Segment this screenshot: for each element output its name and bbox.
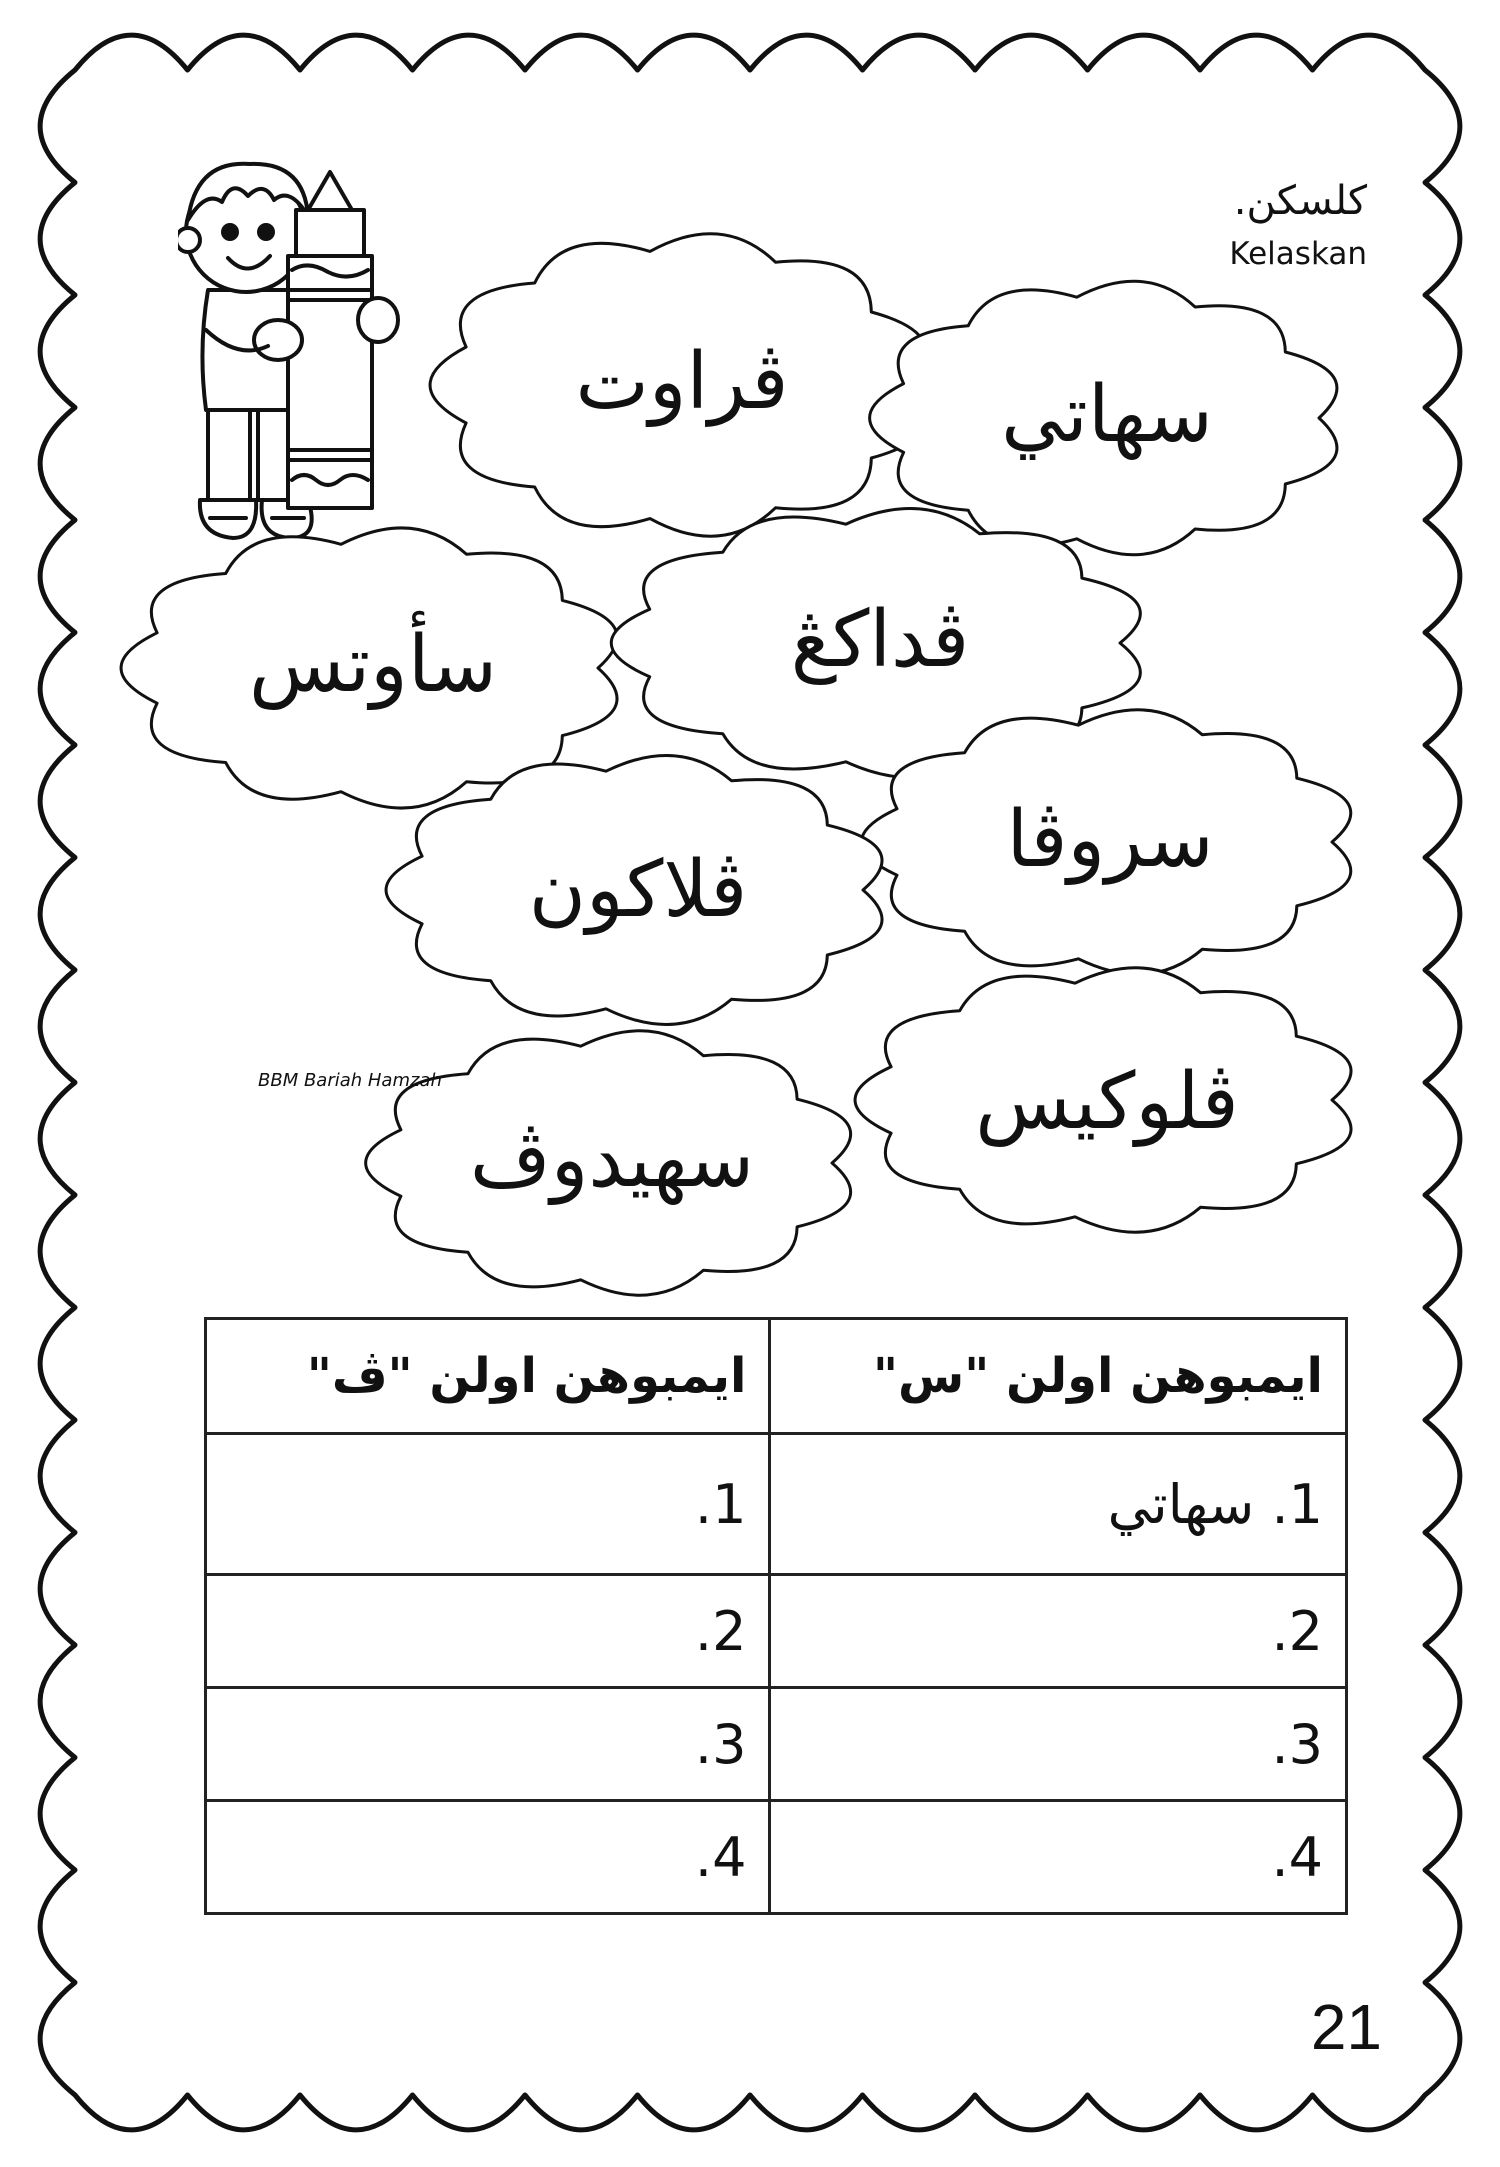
answer-cell[interactable]: 3. (770, 1688, 1347, 1801)
column-header: ايمبوهن اولن "س" (770, 1319, 1347, 1434)
instruction-rumi: Kelaskan (1229, 236, 1367, 272)
cloud-word: ڤداكڠ (790, 595, 970, 685)
table-row (206, 1801, 1347, 1914)
answer-cell[interactable]: 4. (770, 1801, 1347, 1914)
cloud-word: سهاتي (1001, 370, 1213, 460)
cloud-word: سهيدوڤ (469, 1115, 755, 1205)
sorting-table (204, 1317, 1348, 1915)
answer-cell[interactable]: 3. (206, 1688, 770, 1801)
cloud-word: ڤلوكيس (975, 1057, 1239, 1147)
answer-cell[interactable]: 2. (770, 1575, 1347, 1688)
table-row (206, 1575, 1347, 1688)
column-header: ايمبوهن اولن "ڤ" (206, 1319, 770, 1434)
table-header-row (206, 1319, 1347, 1434)
cloud-word: سروڤا (1006, 795, 1214, 885)
credit-text: BBM Bariah Hamzah (258, 1070, 442, 1091)
answer-cell[interactable]: 1. (206, 1434, 770, 1575)
cloud-word: ڤراوت (575, 337, 789, 427)
instruction-jawi: كلسكن. (1233, 178, 1367, 224)
answer-cell[interactable]: 2. (206, 1575, 770, 1688)
answer-cell[interactable]: 4. (206, 1801, 770, 1914)
table-row (206, 1434, 1347, 1575)
cloud-word: سأوتس (249, 620, 497, 710)
page-number: 21 (1310, 1991, 1382, 2063)
answer-cell[interactable]: 1. سهاتي (770, 1434, 1347, 1575)
cloud-word: ڤلاكون (528, 845, 748, 935)
table-row (206, 1688, 1347, 1801)
